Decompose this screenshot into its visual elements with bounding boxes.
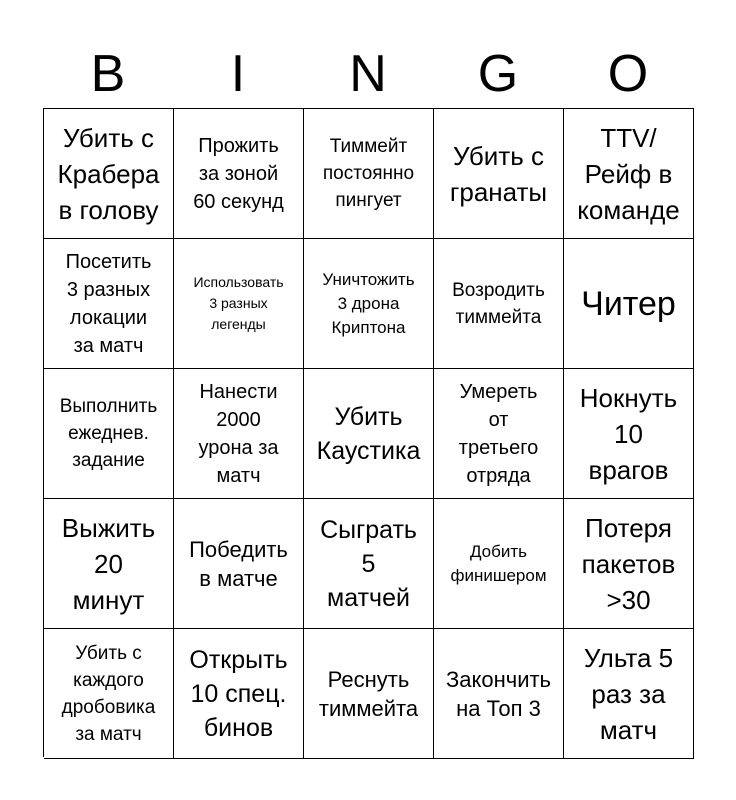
bingo-cell-r3c1[interactable] — [44, 369, 174, 499]
bingo-cell-r5c4[interactable] — [434, 629, 564, 759]
cell-label: Ульта 5 раз за матч — [583, 642, 674, 745]
header-letter-o: O — [607, 45, 649, 103]
bingo-grid — [43, 108, 694, 757]
bingo-cell-r3c3[interactable] — [304, 369, 434, 499]
bingo-cell-r3c5[interactable] — [564, 369, 694, 499]
cell-label: Сыграть 5 матчей — [320, 515, 417, 612]
cell-label: Открыть 10 спец. бинов — [189, 645, 288, 742]
bingo-cell-r1c2[interactable] — [174, 109, 304, 239]
cell-label: Убить с каждого дробовика за матч — [61, 642, 156, 745]
bingo-cell-r4c5[interactable] — [564, 499, 694, 629]
cell-label: Нокнуть 10 врагов — [579, 382, 678, 485]
bingo-cell-r1c4[interactable] — [434, 109, 564, 239]
cell-label: Закончить на Топ 3 — [445, 666, 552, 721]
header-letter-n: N — [349, 45, 387, 103]
bingo-cell-r2c5[interactable] — [564, 239, 694, 369]
cell-label: Использовать 3 разных легенды — [193, 274, 284, 332]
cell-label: Убить с гранаты — [449, 140, 548, 207]
cell-label: Победить в матче — [189, 536, 288, 591]
bingo-cell-r2c4[interactable] — [434, 239, 564, 369]
header-letter-i: I — [230, 45, 246, 103]
cell-label: Нанести 2000 урона за матч — [198, 380, 279, 487]
cell-label: Убить Каустика — [316, 402, 421, 465]
bingo-cell-r5c1[interactable] — [44, 629, 174, 759]
bingo-cell-r4c2[interactable] — [174, 499, 304, 629]
bingo-cell-r2c2[interactable] — [174, 239, 304, 369]
bingo-cell-r4c1[interactable] — [44, 499, 174, 629]
bingo-cell-r2c3[interactable] — [304, 239, 434, 369]
cell-label: Выполнить ежеднев. задание — [59, 396, 158, 471]
header-letter-g: G — [477, 45, 519, 103]
cell-label: Тиммейт постоянно пингует — [322, 136, 415, 211]
bingo-cell-r3c4[interactable] — [434, 369, 564, 499]
bingo-cell-r5c3[interactable] — [304, 629, 434, 759]
bingo-cell-r1c3[interactable] — [304, 109, 434, 239]
bingo-cell-r3c2[interactable] — [174, 369, 304, 499]
cell-label: Выжить 20 минут — [61, 512, 156, 615]
bingo-cell-r4c3[interactable] — [304, 499, 434, 629]
cell-label: Реснуть тиммейта — [318, 666, 419, 721]
header-letter-b: B — [90, 45, 126, 103]
bingo-cell-r1c1[interactable] — [44, 109, 174, 239]
cell-label: Посетить 3 разных локации за матч — [65, 250, 152, 357]
cell-label: Умереть от третьего отряда — [458, 380, 539, 487]
cell-label: Уничтожить 3 дрона Криптона — [322, 269, 415, 337]
cell-label: Прожить за зоной 60 секунд — [193, 134, 284, 213]
bingo-cell-r5c2[interactable] — [174, 629, 304, 759]
bingo-cell-r2c1[interactable] — [44, 239, 174, 369]
bingo-header — [43, 40, 693, 108]
bingo-cell-r4c4[interactable] — [434, 499, 564, 629]
cell-label: TTV/ Рейф в команде — [577, 122, 680, 225]
cell-label: Убить с Крабера в голову — [57, 122, 160, 225]
cell-label: Читер — [581, 284, 676, 323]
bingo-cell-r1c5[interactable] — [564, 109, 694, 239]
bingo-cell-r5c5[interactable] — [564, 629, 694, 759]
cell-label: Потеря пакетов >30 — [581, 512, 676, 615]
cell-label: Добить финишером — [450, 541, 547, 585]
cell-label: Возродить тиммейта — [452, 279, 545, 328]
